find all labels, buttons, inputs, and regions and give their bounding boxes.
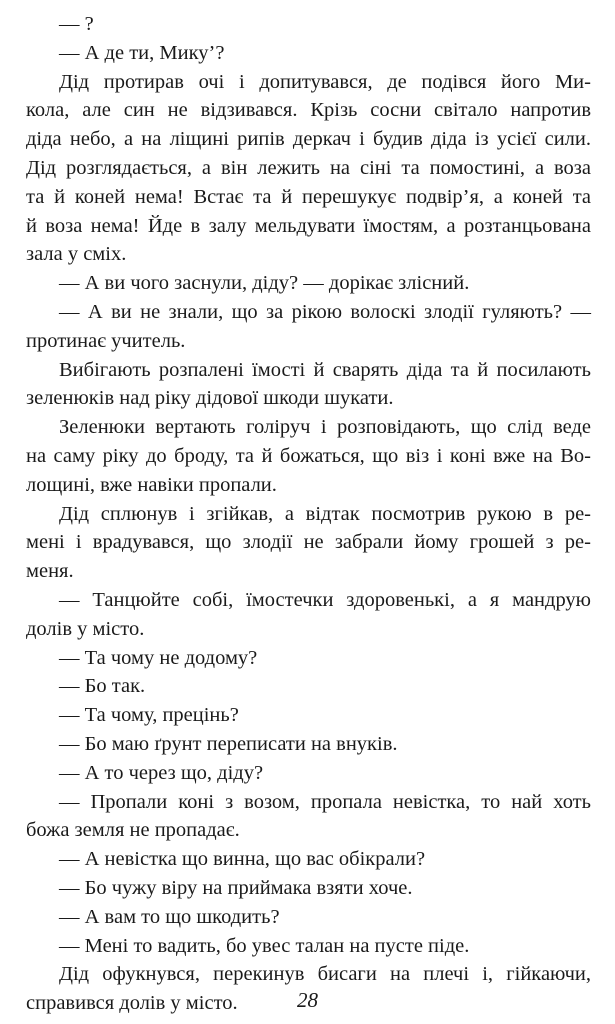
text-line: — ? [59, 13, 94, 35]
text-line: зала у сміх. [26, 243, 127, 266]
text-line: меня. [26, 560, 74, 583]
text-line: справився долів у місто. [26, 992, 238, 1015]
text-line: — Та чому не додому? [59, 646, 258, 669]
text-line: — А ви чого заснули, діду? — дорікає злісний. [59, 272, 470, 295]
text-line: — Бо так. [59, 675, 146, 698]
page-number: 28 [297, 988, 318, 1012]
text-line: діда небо, а на ліщині рипів деркач і будив діда із усієї сили. [26, 128, 591, 151]
text-line: — А ви не знали, що за рікою волоскі злодії гуляють? — [59, 300, 591, 323]
text-line: — А вам то що шкодить? [59, 905, 280, 928]
text-line: мені і врадувався, що злодії не забрали йому грошей з ре- [26, 531, 591, 554]
text-line: протинає учитель. [26, 329, 186, 352]
text-line: зеленюків над ріку дідової шкоди шукати. [26, 387, 394, 410]
text-line: — Та чому, прецінь? [59, 704, 239, 727]
text-line: Вибігають розпалені їмості й сварять діда та й посилають [59, 358, 591, 381]
text-line: Дід сплюнув і згійкав, а відтак посмотрив рукою в ре- [59, 502, 591, 525]
text-line: Дід розглядається, а він лежить на сіні та помостині, а воза [26, 156, 591, 179]
text-line: кола, але син не відзивався. Крізь сосни світало напротив [26, 99, 591, 122]
text-line: долів у місто. [26, 617, 145, 640]
text-line: божа земля не пропадає. [26, 819, 240, 842]
text-line: та й коней нема! Встає та й перешукує подвір’я, а коней та [26, 185, 591, 208]
text-line: Зеленюки вертають голіруч і розповідають, що слід веде [59, 416, 591, 439]
text-line: — Бо маю ґрунт переписати на внуків. [59, 732, 398, 755]
text-line: — Танцюйте собі, їмостечки здоровенькі, а я мандрую [59, 588, 591, 611]
text-line: — Мені то вадить, бо увес талан на пусте піде. [59, 934, 470, 957]
page-body [26, 10, 591, 1018]
text-line: — Пропали коні з возом, пропала невістка, то най хоть [59, 790, 591, 813]
text-line: — А то через що, діду? [59, 761, 264, 784]
text-line: — А де ти, Мику’? [59, 41, 225, 64]
text-line: лощині, вже навіки пропали. [26, 473, 277, 496]
text-line: на саму ріку до броду, та й божаться, що віз і коні вже на Во- [26, 444, 591, 467]
text-line: Дід протирав очі і допитувався, де подівся його Ми- [59, 70, 591, 93]
text-line: — А невістка що винна, що вас обікрали? [59, 848, 426, 871]
text-line: й воза нема! Йде в залу мельдувати їмостям, а розтанцьована [26, 214, 591, 237]
text-line: — Бо чужу віру на приймака взяти хоче. [59, 876, 413, 899]
text-line: Дід офукнувся, перекинув бисаги на плечі і, гійкаючи, [59, 963, 591, 986]
